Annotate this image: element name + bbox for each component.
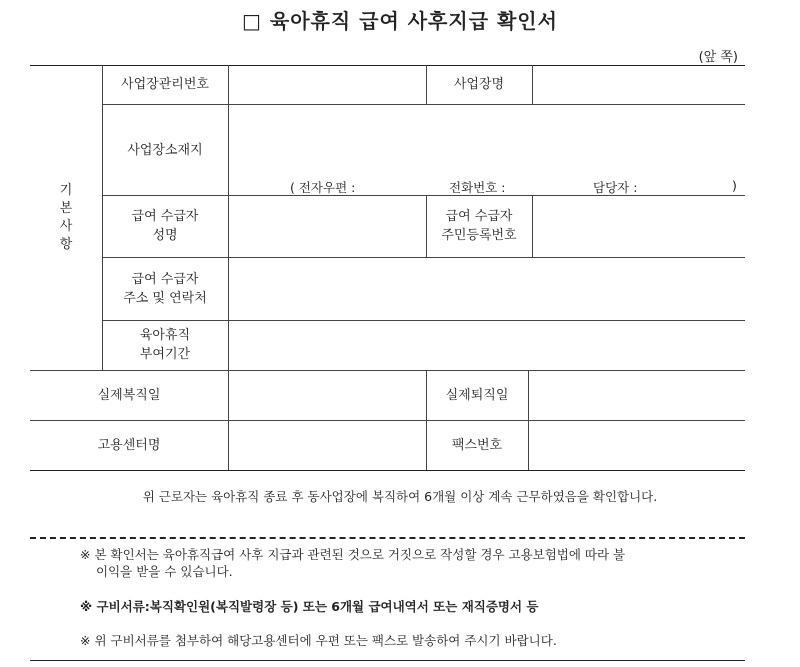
bottom-rule (30, 660, 745, 661)
label-recipient-name-line2: 성명 (152, 228, 178, 243)
input-leave-period[interactable] (229, 321, 745, 370)
section-char-1: 기 (59, 183, 73, 198)
label-recipient-id (426, 195, 532, 257)
label-center-name: 고용센터명 (97, 437, 161, 453)
note-1-line-2: 이익을 받을 수 있습니다. (96, 564, 233, 579)
label-return-date: 실제복직일 (97, 387, 161, 403)
address-phone-label: 전화번호 : (449, 180, 506, 195)
address-postal-label: ( 전자우편 : (290, 180, 356, 195)
input-resign-date[interactable] (529, 371, 745, 420)
label-recipient-address-line2: 주소 및 연락처 (123, 290, 207, 306)
input-recipient-id[interactable] (533, 196, 745, 257)
label-leave-period-line2: 부여기간 (139, 347, 191, 362)
section-char-3: 사 (59, 219, 73, 234)
section-char-4: 항 (59, 237, 73, 252)
page-side-label: (앞 쪽) (698, 50, 738, 65)
input-recipient-address[interactable] (229, 258, 745, 320)
label-biz-name: 사업장명 (453, 77, 505, 92)
note-1-line-1: ※ 본 확인서는 육아휴직급여 사후 지급과 관련된 것으로 거짓으로 작성할 경우 고용보험법에 따라 불 (80, 547, 626, 562)
label-biz-address: 사업장소재지 (127, 142, 203, 158)
label-recipient-address-line1: 급여 수급자 (131, 271, 199, 287)
label-resign-date: 실제퇴직일 (445, 387, 509, 403)
label-recipient-id-line1: 급여 수급자 (445, 209, 513, 224)
address-close-paren: ) (732, 178, 737, 193)
label-recipient-address (102, 257, 228, 320)
section-label (56, 182, 76, 254)
input-biz-name[interactable] (533, 66, 745, 104)
input-fax[interactable] (529, 421, 745, 470)
input-biz-reg-no[interactable] (229, 66, 425, 104)
label-leave-period (102, 320, 228, 370)
dashed-divider (30, 537, 745, 539)
input-recipient-name[interactable] (229, 196, 425, 257)
input-center-name[interactable] (229, 421, 425, 470)
input-biz-address[interactable] (229, 105, 745, 175)
input-return-date[interactable] (229, 371, 425, 420)
label-recipient-name-line1: 급여 수급자 (131, 209, 199, 224)
label-biz-reg-no: 사업장관리번호 (121, 77, 209, 92)
section-char-2: 본 (59, 201, 73, 216)
confirmation-text: 위 근로자는 육아휴직 종료 후 동사업장에 복직하여 6개월 이상 계속 근무하였음을 확인합니다. (142, 489, 658, 504)
address-manager-label: 담당자 : (593, 180, 638, 195)
table-bottom-line (30, 470, 745, 471)
form-title: □ 육아휴직 급여 사후지급 확인서 (242, 9, 558, 33)
note-2: ※ 구비서류:복직확인원(복직발령장 등) 또는 6개월 급여내역서 또는 재직증명서 등 (80, 599, 539, 614)
label-leave-period-line1: 육아휴직 (139, 328, 191, 343)
label-recipient-id-line2: 주민등록번호 (441, 228, 517, 243)
label-recipient-name (102, 195, 228, 257)
label-fax: 팩스번호 (451, 437, 503, 453)
note-3: ※ 위 구비서류를 첨부하여 해당고용센터에 우편 또는 팩스로 발송하여 주시기 바랍니다. (80, 633, 557, 648)
